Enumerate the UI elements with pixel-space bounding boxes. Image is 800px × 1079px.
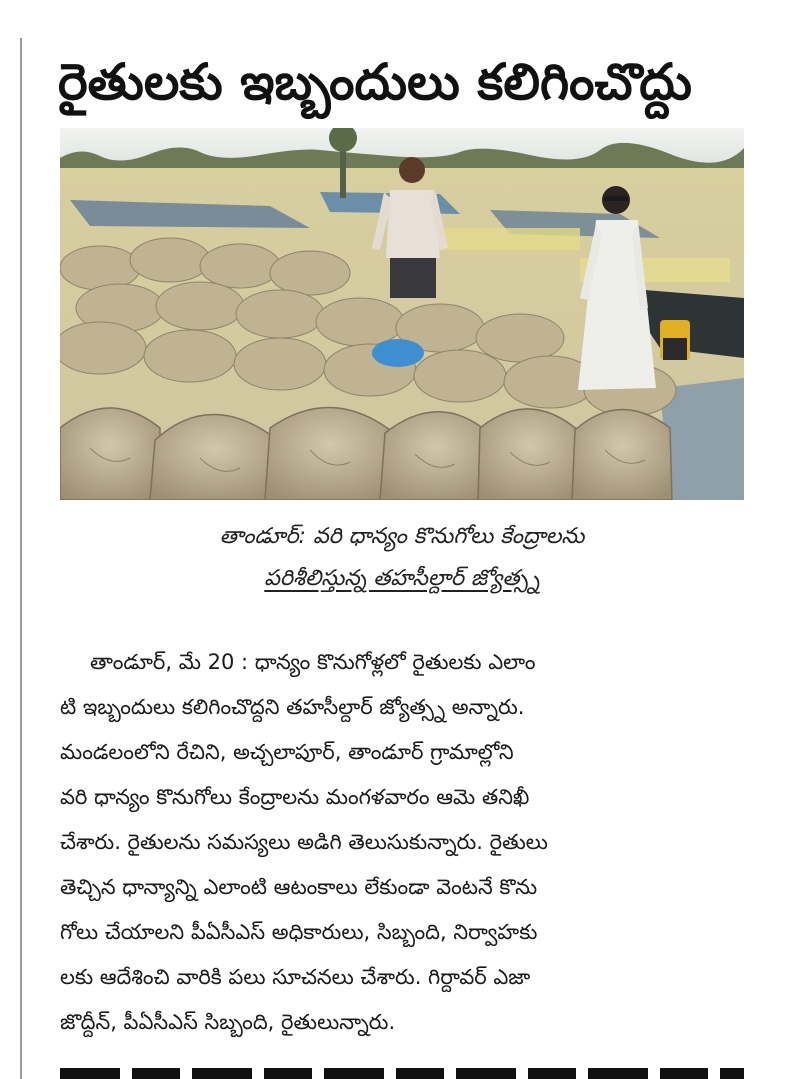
body-line: గోలు చేయాలని పీఏసీఎస్ అధికారులు, సిబ్బంది, నిర్వాహకు (60, 920, 538, 944)
body-line: చేశారు. రైతులను సమస్యలు అడిగి తెలుసుకున్నారు. రైతులు (60, 830, 548, 854)
next-article-headline-cropped (60, 1050, 744, 1079)
column-rule (20, 38, 22, 1079)
body-line: తెచ్చిన ధాన్యాన్ని ఎలాంటి ఆటంకాలు లేకుండా వెంటనే కొను (60, 875, 538, 899)
caption-line: తాండూర్: వరి ధాన్యం కొనుగోలు కేంద్రాలను (219, 524, 585, 549)
photo-icon (60, 128, 744, 500)
article-body (60, 640, 744, 1045)
article-headline: రైతులకు ఇబ్బందులు కలిగించొద్దు (58, 53, 692, 111)
body-line: లకు ఆదేశించి వారికి పలు సూచనలు చేశారు. గిర్దావర్ ఎజా (60, 965, 531, 989)
body-line: తాండూర్, మే 20 : ధాన్యం కొనుగోళ్లలో రైతులకు ఎలాం (90, 650, 536, 674)
caption-line: పరిశీలిస్తున్న తహసీల్దార్ జ్యోత్స్న (264, 566, 540, 591)
body-line: మండలంలోని రేచిని, అచ్చలాపూర్, తాండూర్ గ్రామాల్లోని (60, 740, 514, 764)
news-photo (60, 128, 744, 500)
photo-caption (60, 516, 744, 600)
body-line: వరి ధాన్యం కొనుగోలు కేంద్రాలను మంగళవారం ఆమె తనిఖీ (60, 785, 530, 809)
body-line: జొద్దీన్, పీఏసీఎస్ సిబ్బంది, రైతులున్నారు. (60, 1010, 396, 1034)
body-line: టి ఇబ్బందులు కలిగించొద్దని తహసీల్దార్ జ్యోత్స్న అన్నారు. (60, 695, 525, 719)
cropped-text-bar (60, 1068, 744, 1079)
